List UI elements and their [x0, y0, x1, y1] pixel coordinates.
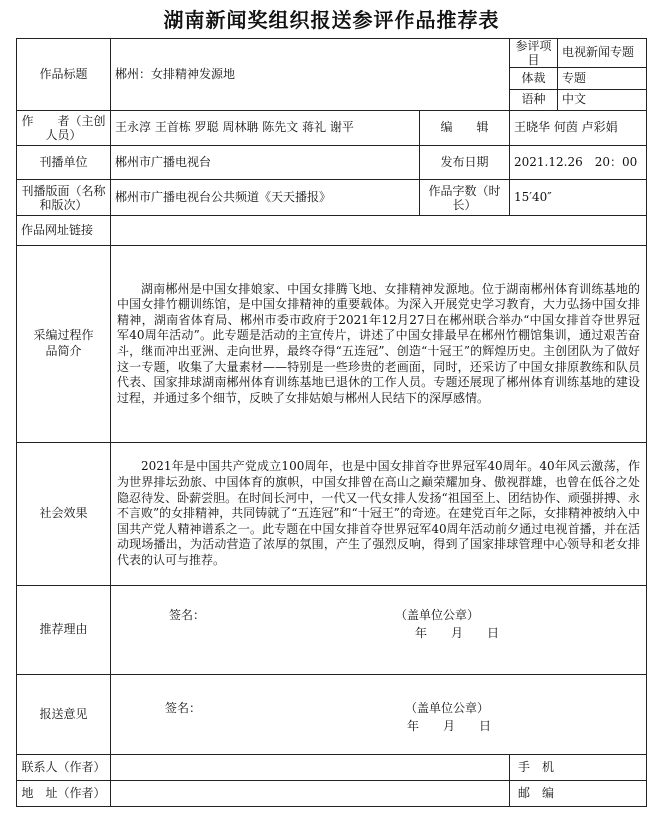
genre-value: 专题: [558, 68, 647, 90]
entry-item-label: 参评项目: [510, 39, 558, 68]
publish-date-value: 2021.12.26 20：00: [510, 146, 647, 180]
edition-label: 刊播版面（名称和版次）: [17, 180, 111, 216]
contact-value: [111, 755, 510, 781]
intro-text: 湖南郴州是中国女排娘家、中国女排腾飞地、女排精神发源地。位于湖南郴州体育训练基地的中国女排竹棚训练馆，是中国女排精神的重要载体。为深入开展党史学习教育，大力弘扬中国女排精神，湖南省体育局、郴州市委市政府于2021年12月27日在郴州联合举办“中国女排首夺世界冠军40周年活动”。此专题是活动的主宣传片，讲述了中国女排最早在郴州竹棚馆集训，通过艰苦奋斗，继而冲出亚洲、走向世界，最终夺得“五连冠”、创造“十冠王”的辉煌历史。主创团队为了做好这一专题，收集了大量素材——特别是一些珍贵的老画面，同时，还采访了中国女排原教练和队员代表、国家排球湖南郴州体育训练基地已退休的工作人员。专题还展现了郴州体育训练基地的建设过程，并通过多个细节，反映了女排姑娘与郴州人民结下的深厚感情。: [111, 246, 647, 443]
publisher-value: 郴州市广播电视台: [111, 146, 420, 180]
opinion-label: 报送意见: [17, 675, 111, 755]
url-value: [111, 216, 647, 246]
reason-sign-label: 签名：: [169, 608, 206, 622]
url-label: 作品网址链接: [17, 216, 111, 246]
editor-label: 编 辑: [420, 111, 510, 146]
postcode-label: 邮 编: [510, 781, 647, 807]
work-title-value: 郴州：女排精神发源地: [111, 39, 510, 111]
contact-label: 联系人（作者）: [17, 755, 111, 781]
author-label: 作 者（主创人员）: [17, 111, 111, 146]
reason-date-label: 年 月 日: [415, 626, 500, 640]
address-value: [111, 781, 510, 807]
language-label: 语种: [510, 90, 558, 111]
author-value: 王永淳 王首栋 罗聪 周林聃 陈先文 蒋礼 谢平: [111, 111, 420, 146]
entry-item-value: 电视新闻专题: [558, 39, 647, 68]
genre-label: 体裁: [510, 68, 558, 90]
language-value: 中文: [558, 90, 647, 111]
page-title: 湖南新闻奖组织报送参评作品推荐表: [163, 8, 500, 32]
phone-label: 手 机: [510, 755, 647, 781]
length-label: 作品字数（时长）: [420, 180, 510, 216]
effect-text: 2021年是中国共产党成立100周年，也是中国女排首夺世界冠军40周年。40年风云激荡，作为世界排坛劲旅、中国体育的旗帜，中国女排曾在高山之巅荣耀加身、傲视群雄，也曾在低谷之处隐忍待发、卧薪尝胆。在时间长河中，一代又一代女排人发扬“祖国至上、团结协作、顽强拼搏、永不言败”的女排精神，共同铸就了“五连冠”和“十冠王”的奇迹。在建党百年之际，女排精神被纳入中国共产党人精神谱系之一。此专题在中国女排首夺世界冠军40周年活动前夕通过电视首播，并在活动现场播出，为活动营造了浓厚的氛围，产生了强烈反响，得到了国家排球管理中心领导和老女排代表的认可与推荐。: [111, 443, 647, 586]
opinion-seal-label: （盖单位公章）: [405, 701, 490, 715]
edition-value: 郴州市广播电视台公共频道《天天播报》: [111, 180, 420, 216]
reason-label: 推荐理由: [17, 586, 111, 675]
opinion-date-label: 年 月 日: [407, 719, 492, 733]
reason-signature-area: [111, 586, 647, 675]
reason-seal-label: （盖单位公章）: [395, 608, 480, 622]
work-title-label: 作品标题: [17, 39, 111, 111]
nomination-form-table: [16, 38, 647, 807]
address-label: 地 址（作者）: [17, 781, 111, 807]
editor-value: 王晓华 何茵 卢彩娟: [510, 111, 647, 146]
publish-date-label: 发布日期: [420, 146, 510, 180]
intro-label: 采编过程作品简介: [17, 246, 111, 443]
effect-label: 社会效果: [17, 443, 111, 586]
opinion-sign-label: 签名：: [165, 701, 202, 715]
opinion-signature-area: [111, 675, 647, 755]
publisher-label: 刊播单位: [17, 146, 111, 180]
length-value: 15′40″: [510, 180, 647, 216]
